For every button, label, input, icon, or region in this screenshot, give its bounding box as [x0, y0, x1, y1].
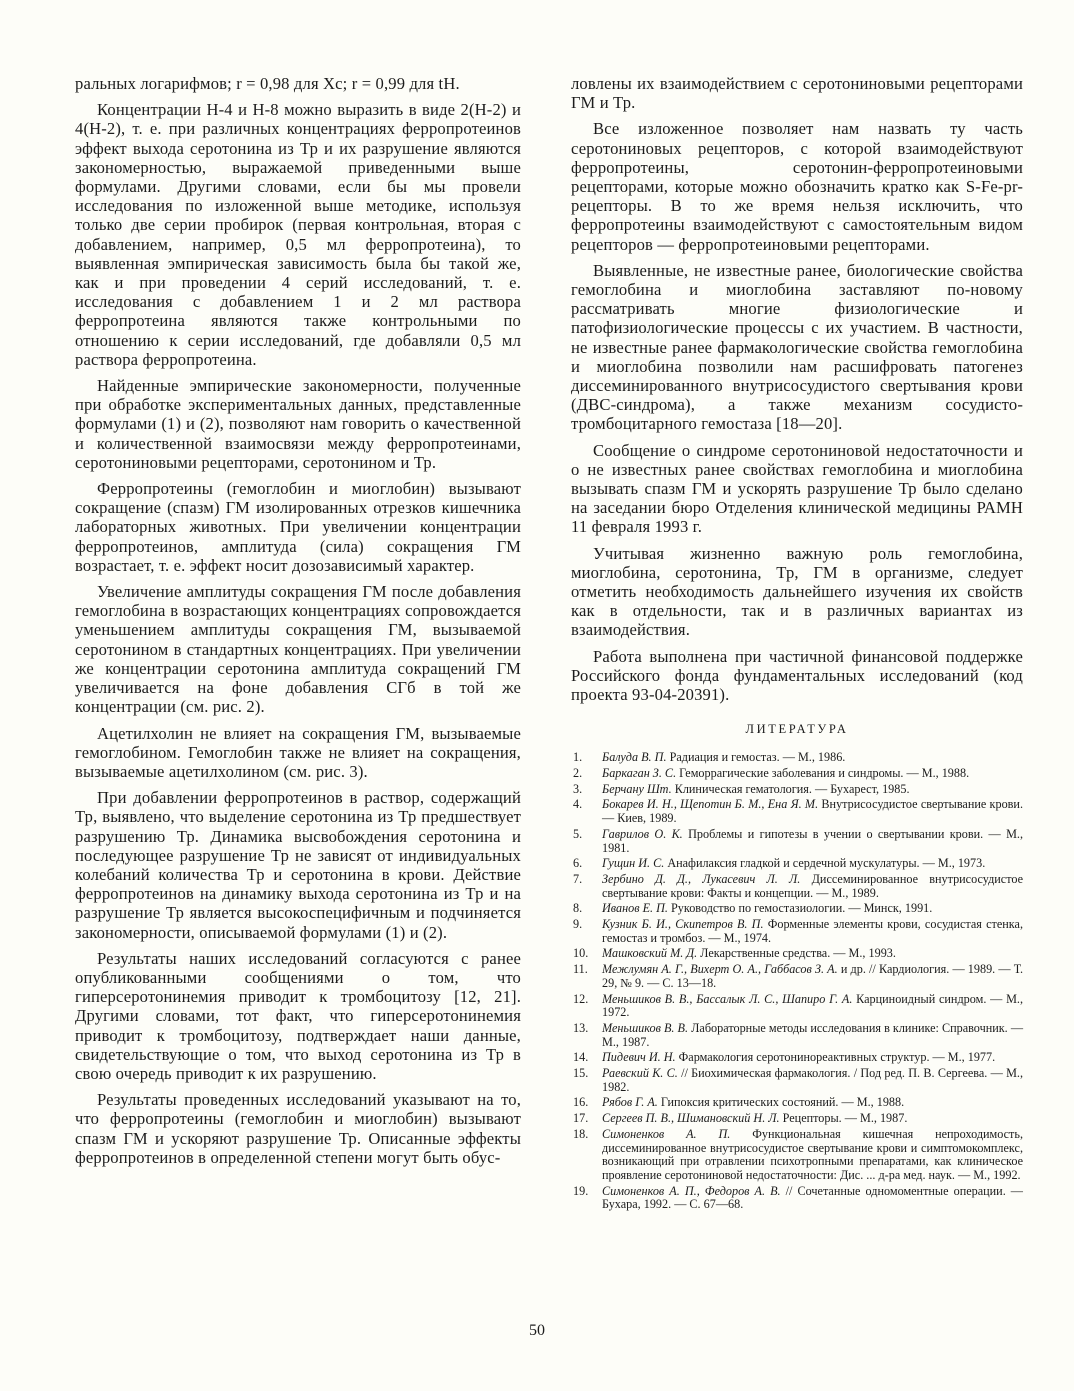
paragraph: Ацетилхолин не влияет на сокращения ГМ, вызываемые гемоглобином. Гемоглобин также не влияет на сокращения, вызываемые ацетилхолином (см. рис. 3). — [75, 723, 521, 781]
reference-item — [571, 751, 1023, 765]
reference-number: 14. — [573, 1050, 589, 1065]
reference-authors: Межлумян А. Г., Вихерт О. А., Габбасов З. А. — [602, 962, 838, 977]
reference-authors: Баркаган З. С. — [602, 766, 677, 780]
reference-text: Руководство по гемостазиологии. — Минск, 1991. — [671, 901, 933, 916]
reference-text: // Биохимическая фармакология. / Под ред. П. В. Сергеева. — М., 1982. — [602, 1066, 1024, 1094]
left-column — [75, 74, 521, 1174]
reference-authors: Бокарев И. Н., Щепотин Б. М., Ена Я. М. — [602, 797, 819, 812]
reference-text: Гипоксия критических состояний. — М., 1988. — [660, 1095, 905, 1110]
reference-text: Геморрагические заболевания и синдромы. — М., 1988. — [679, 766, 970, 780]
paragraph: Результаты наших исследований согласуются с ранее опубликованными сообщениями о том, что гиперсеротонинемия приводит к тромбоцитозу [12, 21]. Другими словами, тот факт, что гиперсеротонинемия приводит к тромбоцитозу, подтверждает наши данные, свидетельствующие о том, что выход серотонина из Тр в свою очередь приводит к их разрушению. — [75, 948, 521, 1083]
reference-authors: Симоненков А. П. — [602, 1126, 731, 1141]
paragraph: Увеличение амплитуды сокращения ГМ после добавления гемоглобина в возрастающих концентрациях сопровождается уменьшением амплитуды сокращения ГМ, вызываемой серотонином в стандартных концентрациях. При увеличении же концентрации серотонина амплитуда сокращений ГМ увеличивается на фоне добавления СГб в той же концентрации (см. рис. 2). — [75, 582, 521, 717]
reference-number: 8. — [573, 901, 583, 916]
paragraph: Концентрации Н-4 и Н-8 можно выразить в виде 2(Н-2) и 4(Н-2), т. е. при различных концентрациях ферропротеинов эффект выхода серотонина из Тр и их разрушение являются закономерностью, выражаемой приведенными выше формулами. Другими словами, если бы мы провели исследования по изложенной выше методике, используя только две серии пробирок (первая контрольная, вторая с добавлением, например, 0,5 мл ферропротеина), то выявленная эмпирическая зависимость была бы такой же, как и при проведении 4 серий исследований, т. е. исследования с добавлением 1 и 2 мл раствора ферропротеина являются также контрольными по отношению к серии исследований, где добавляли 0,5 мл раствора ферропротеина. — [75, 100, 521, 369]
reference-item — [571, 1096, 1023, 1110]
paragraph: Учитывая жизненно важную роль гемоглобина, миоглобина, серотонина, Тр, ГМ в организме, следует отметить необходимость дальнейшего изучения их свойств как в отдельности, так и в различных вариантах из взаимодействия. — [571, 543, 1023, 640]
paragraph: ральных логарифмов; r = 0,98 для Хс; r = 0,99 для tН. — [75, 74, 460, 93]
reference-text: Диссеминированное внутрисосудистое свертывание крови: Факты и концепции. — М., 1989. — [602, 871, 1024, 900]
reference-number: 7. — [573, 871, 583, 886]
reference-text: Внутрисосудистое свертывание крови. — Киев, 1989. — [602, 797, 1023, 826]
reference-number: 2. — [573, 766, 583, 780]
reference-authors: Меньшиков В. В., Бассалык Л. С., Шапиро Г. А. — [602, 991, 853, 1006]
reference-item — [571, 1067, 1023, 1094]
reference-item — [571, 1185, 1023, 1212]
reference-item — [571, 1022, 1023, 1049]
references-list — [571, 751, 1023, 1212]
page-number: 50 — [529, 1322, 545, 1339]
reference-authors: Меньшиков В. В. — [602, 1020, 689, 1035]
reference-number: 4. — [573, 797, 583, 812]
right-column-text — [571, 74, 1023, 704]
reference-text: Лабораторные методы исследования в клинике: Справочник. — М., 1987. — [602, 1020, 1024, 1049]
reference-text: Рецепторы. — М., 1987. — [782, 1111, 908, 1126]
reference-text: Анафилаксия гладкой и сердечной мускулатуры. — М., 1973. — [667, 856, 986, 871]
reference-number: 5. — [573, 826, 583, 841]
reference-text: Радиация и гемостаз. — М., 1986. — [669, 750, 846, 765]
reference-authors: Гаврилов О. К. — [602, 826, 683, 841]
paragraph: Сообщение о синдроме серотониновой недостаточности и о не известных ранее свойствах гемоглобина и миоглобина вызывать спазм ГМ и ускорять разрушение Тр было сделано на заседании бюро Отделения клинической медицины РАМН 11 февраля 1993 г. — [571, 440, 1023, 537]
reference-item — [571, 1128, 1023, 1183]
reference-number: 17. — [573, 1111, 589, 1126]
reference-authors: Иванов Е. П. — [602, 901, 668, 916]
reference-item — [571, 1112, 1023, 1126]
paragraph: Ферропротеины (гемоглобин и миоглобин) вызывают сокращение (спазм) ГМ изолированных отрезков кишечника лабораторных животных. При увеличении концентрации ферропротеинов, амплитуда (сила) сокращения ГМ возрастает, т. е. эффект носит дозозависимый характер. — [75, 479, 521, 575]
reference-text: Форменные элементы крови, сосудистая стенка, гемостаз и тромбоз. — М., 1974. — [602, 917, 1023, 945]
reference-number: 9. — [573, 917, 583, 932]
reference-number: 11. — [573, 962, 588, 977]
reference-item — [571, 1051, 1023, 1065]
reference-authors: Берчану Шт. — [602, 781, 672, 796]
reference-text: Карциноидный синдром. — М., 1972. — [602, 991, 1024, 1020]
paragraph: Выявленные, не известные ранее, биологические свойства гемоглобина и миоглобина заставляют по-новому рассматривать многие физиологические и патофизиологические процессы с их участием. В частности, не известные ранее фармакологические свойства гемоглобина и миоглобина позволили нам расшифровать патогенез диссеминированного внутрисосудистого свертывания крови (ДВС-синдрома), а также механизм сосудисто-тромбоцитарного гемостаза [18—20]. — [571, 260, 1023, 434]
reference-text: Функциональная кишечная непроходимость, диссеминированное внутрисосудистое свертывание крови и симптомокомплекс, возникающий при отравлении психотропными препаратами, как клиническое проявление серотониновой недостаточности: Дис. ... д-ра мед. наук. — М., 1992. — [602, 1126, 1023, 1182]
right-column — [571, 74, 1023, 1214]
reference-number: 16. — [573, 1095, 589, 1110]
reference-item — [571, 783, 1023, 797]
paragraph: Работа выполнена при частичной финансовой поддержке Российского фонда фундаментальных исследований (код проекта 93-04-20391). — [571, 646, 1023, 705]
reference-item — [571, 828, 1023, 855]
reference-authors: Зербино Д. Д., Лукасевич Л. Л. — [602, 871, 801, 886]
reference-number: 10. — [573, 946, 589, 961]
reference-number: 1. — [573, 750, 583, 765]
reference-authors: Симоненков А. П., Федоров А. В. — [602, 1183, 781, 1198]
reference-text: Проблемы и гипотезы в учении о свертывании крови. — М., 1981. — [602, 826, 1024, 855]
reference-authors: Кузник Б. И., Скипетров В. П. — [602, 917, 764, 932]
reference-number: 15. — [573, 1066, 589, 1081]
reference-authors: Балуда В. П. — [602, 750, 667, 765]
reference-text: Фармакология серотонинореактивных структур. — М., 1977. — [678, 1050, 996, 1065]
reference-number: 3. — [573, 781, 583, 796]
reference-text: Лекарственные средства. — М., 1993. — [700, 946, 896, 961]
reference-item — [571, 993, 1023, 1020]
reference-item — [571, 963, 1023, 990]
reference-item — [571, 798, 1023, 825]
reference-item — [571, 857, 1023, 871]
paragraph: Результаты проведенных исследований указывают на то, что ферропротеины (гемоглобин и миоглобин) вызывают спазм ГМ и ускоряют разрушение Тр. Описанные эффекты ферропротеинов в определенной степени могут быть обус- — [75, 1090, 521, 1167]
reference-item — [571, 767, 1023, 781]
reference-text: Клиническая гематология. — Бухарест, 1985. — [674, 781, 910, 796]
reference-authors: Раевский К. С. — [602, 1066, 678, 1081]
reference-number: 13. — [573, 1020, 589, 1035]
reference-authors: Рябов Г. А. — [602, 1095, 658, 1110]
reference-number: 18. — [573, 1126, 589, 1141]
reference-item — [571, 873, 1023, 900]
reference-number: 19. — [573, 1183, 589, 1198]
reference-authors: Пидевич И. Н. — [602, 1050, 676, 1065]
reference-text: и др. // Кардиология. — 1989. — Т. 29, № 9. — С. 13—18. — [602, 962, 1024, 990]
paragraph: ловлены их взаимодействием с серотониновыми рецепторами ГМ и Тр. — [571, 74, 1023, 113]
reference-item — [571, 902, 1023, 916]
paragraph: При добавлении ферропротеинов в раствор, содержащий Тр, выявлено, что выделение серотонина из Тр предшествует разрушению Тр. Динамика высвобождения серотонина и последующее разрушение Тр не зависят от индивидуальных колебаний количества Тр и серотонина в крови. Действие ферропротеинов на динамику выхода серотонина из Тр и на разрушение Тр является высокоспецифичным и подчиняется закономерности, описываемой формулами (1) и (2). — [75, 788, 521, 942]
paragraph: Найденные эмпирические закономерности, полученные при обработке экспериментальных данных, представленные формулами (1) и (2), позволяют нам говорить о качественной и количественной взаимосвязи между ферропротеинами, серотониновыми рецепторами, серотонином и Тр. — [75, 376, 521, 472]
reference-authors: Сергеев П. В., Шимановский Н. Л. — [602, 1111, 780, 1126]
reference-number: 12. — [573, 991, 589, 1006]
reference-item — [571, 947, 1023, 961]
paragraph: Все изложенное позволяет нам назвать ту часть серотониновых рецепторов, с которой взаимодействуют ферропротеины, серотонин-ферропротеиновыми рецепторами, которые можно обозначить кратко как S-Fe-pr-рецепторы. В то же время нельзя исключить, что ферропротеины взаимодействуют с самостоятельным видом рецепторов — ферропротеиновыми рецепторами. — [571, 119, 1023, 254]
reference-number: 6. — [573, 856, 583, 871]
reference-authors: Машковский М. Д. — [602, 946, 698, 961]
reference-text: // Сочетанные одномоментные операции. — Бухара, 1992. — С. 67—68. — [602, 1183, 1023, 1212]
reference-item — [571, 918, 1023, 945]
references-heading: ЛИТЕРАТУРА — [745, 722, 849, 737]
reference-authors: Гущин И. С. — [602, 856, 665, 871]
